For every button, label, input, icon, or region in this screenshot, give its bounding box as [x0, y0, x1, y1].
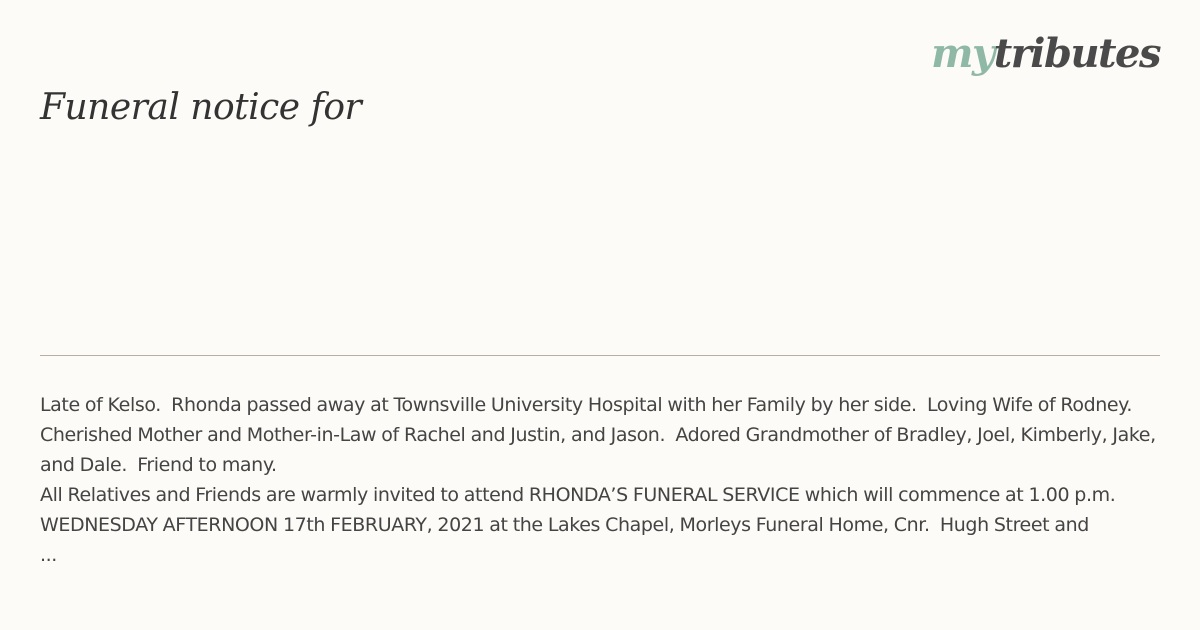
notice-paragraph-1: Late of Kelso. Rhonda passed away at Townsville University Hospital with her Family by her side. Loving Wife of Rodney. Cherished Mother and Mother-in-Law of Rachel and Justin, and Jason. Adored Grandmother of Bradley, Joel, Kimberly, Jake, and Dale. Friend to many.	[40, 394, 1161, 476]
notice-ellipsis: ...	[40, 544, 57, 566]
notice-paragraph-2: All Relatives and Friends are warmly invited to attend RHONDA’S FUNERAL SERVICE which will commence at 1.00 p.m. WEDNESDAY AFTERNOON 17th FEBRUARY, 2021 at the Lakes Chapel, Morleys Funeral Home, Cnr. Hugh Street and	[40, 484, 1126, 536]
divider	[40, 355, 1160, 356]
logo-my: my	[931, 30, 994, 77]
notice-body	[40, 390, 1180, 570]
mytributes-logo[interactable]	[931, 30, 1160, 77]
logo-tributes: tributes	[993, 30, 1160, 77]
page-title: Funeral notice for	[40, 87, 362, 128]
